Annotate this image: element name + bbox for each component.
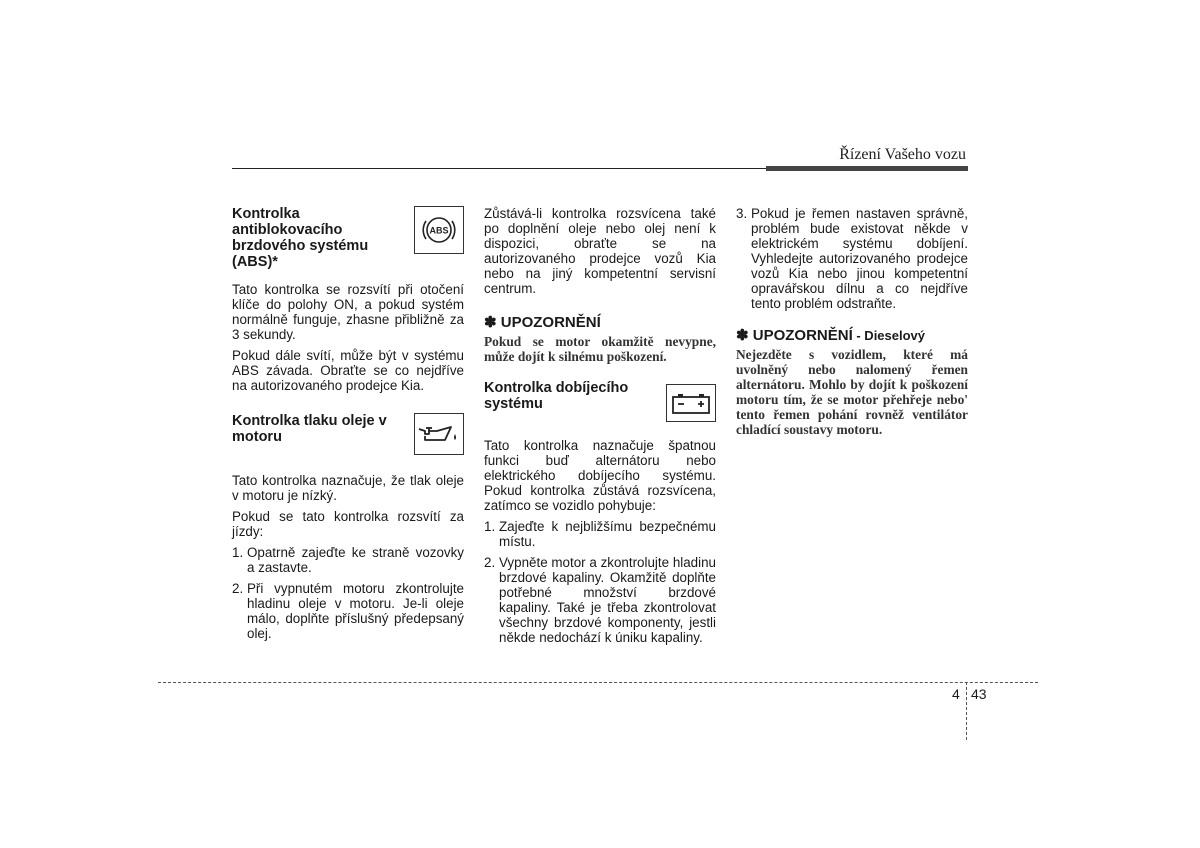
list-item: 1. Zajeďte k nejbližšímu bezpečnému místu. (484, 519, 716, 549)
battery-charging-icon (666, 384, 716, 422)
oil-continued-paragraph: Zůstává-li kontrolka rozsvícena také po doplnění oleje nebo olej není k dispozici, obraťte se na autorizovaného prodejce vozů Kia nebo na jiný kompetentní servisní centrum. (484, 206, 716, 296)
column-3 (736, 206, 968, 437)
column-2 (484, 206, 716, 651)
oil-section-header (232, 413, 464, 455)
list-item: 1. Opatrně zajeďte ke straně vozovky a zastavte. (232, 545, 464, 575)
page-number: 43 (971, 686, 987, 702)
caution-body: Pokud se motor okamžitě nevypne, může dojít k silnému poškození. (484, 334, 716, 364)
oil-paragraph-1: Tato kontrolka naznačuje, že tlak oleje v motoru je nízký. (232, 473, 464, 503)
charge-heading: Kontrolka dobíjecího systému (484, 380, 629, 412)
abs-section-header (232, 206, 464, 270)
caution-title: ✽ UPOZORNĚNÍ (484, 314, 601, 331)
oil-paragraph-2: Pokud se tato kontrolka rozsvítí za jízdy: (232, 509, 464, 539)
header-bar (766, 166, 968, 171)
oil-pressure-icon (414, 413, 464, 455)
diesel-caution-body: Nejezděte s vozidlem, které má uvolněný nebo nalomený řemen alternátoru. Mohlo by dojít k poškození motoru tím, že se motor přehřeje nebo' tento řemen pohání rovněž ventilátor chladící soustavy motoru. (736, 347, 968, 437)
abs-heading: Kontrolka antiblokovacího brzdového systému (ABS)* (232, 206, 369, 270)
abs-paragraph-2: Pokud dále svítí, může být v systému ABS závada. Obraťte se co nejdříve na autorizovaného prodejce Kia. (232, 348, 464, 393)
list-item: 2. Při vypnutém motoru zkontrolujte hladinu oleje v motoru. Je-li oleje málo, doplňte příslušný předepsaný olej. (232, 581, 464, 641)
abs-warning-icon (414, 206, 464, 254)
footer-divider (966, 682, 967, 740)
charge-paragraph-1: Tato kontrolka naznačuje špatnou funkci buď alternátoru nebo elektrického dobíjecího systému. Pokud kontrolka zůstává rozsvícena, zatímco se vozidlo pohybuje: (484, 438, 716, 513)
running-header: Řízení Vašeho vozu (839, 146, 966, 163)
list-item: 3. Pokud je řemen nastaven správně, problém bude existovat někde v elektrickém systému dobíjení. Vyhledejte autorizovaného prodejce vozů Kia nebo jinou kompetentní opravářskou dílnu a co nejdříve tento problém odstraňte. (736, 206, 968, 311)
footer-rule (158, 682, 1038, 683)
charge-section-header (484, 380, 716, 422)
column-1 (232, 206, 464, 647)
abs-icon-text: ABS (429, 225, 449, 236)
diesel-caution-title: ✽ UPOZORNĚNÍ - Dieselový (736, 327, 926, 344)
list-item: 2. Vypněte motor a zkontrolujte hladinu brzdové kapaliny. Okamžitě doplňte potřebné množství brzdové kapaliny. Také je třeba zkontrolovat všechny brzdové komponenty, jestli někde nedochází k úniku kapaliny. (484, 555, 716, 645)
chapter-number: 4 (952, 686, 960, 702)
oil-heading: Kontrolka tlaku oleje v motoru (232, 413, 387, 445)
abs-paragraph-1: Tato kontrolka se rozsvítí při otočení klíče do polohy ON, a pokud systém normálně funguje, zhasne přibližně za 3 sekundy. (232, 282, 464, 342)
